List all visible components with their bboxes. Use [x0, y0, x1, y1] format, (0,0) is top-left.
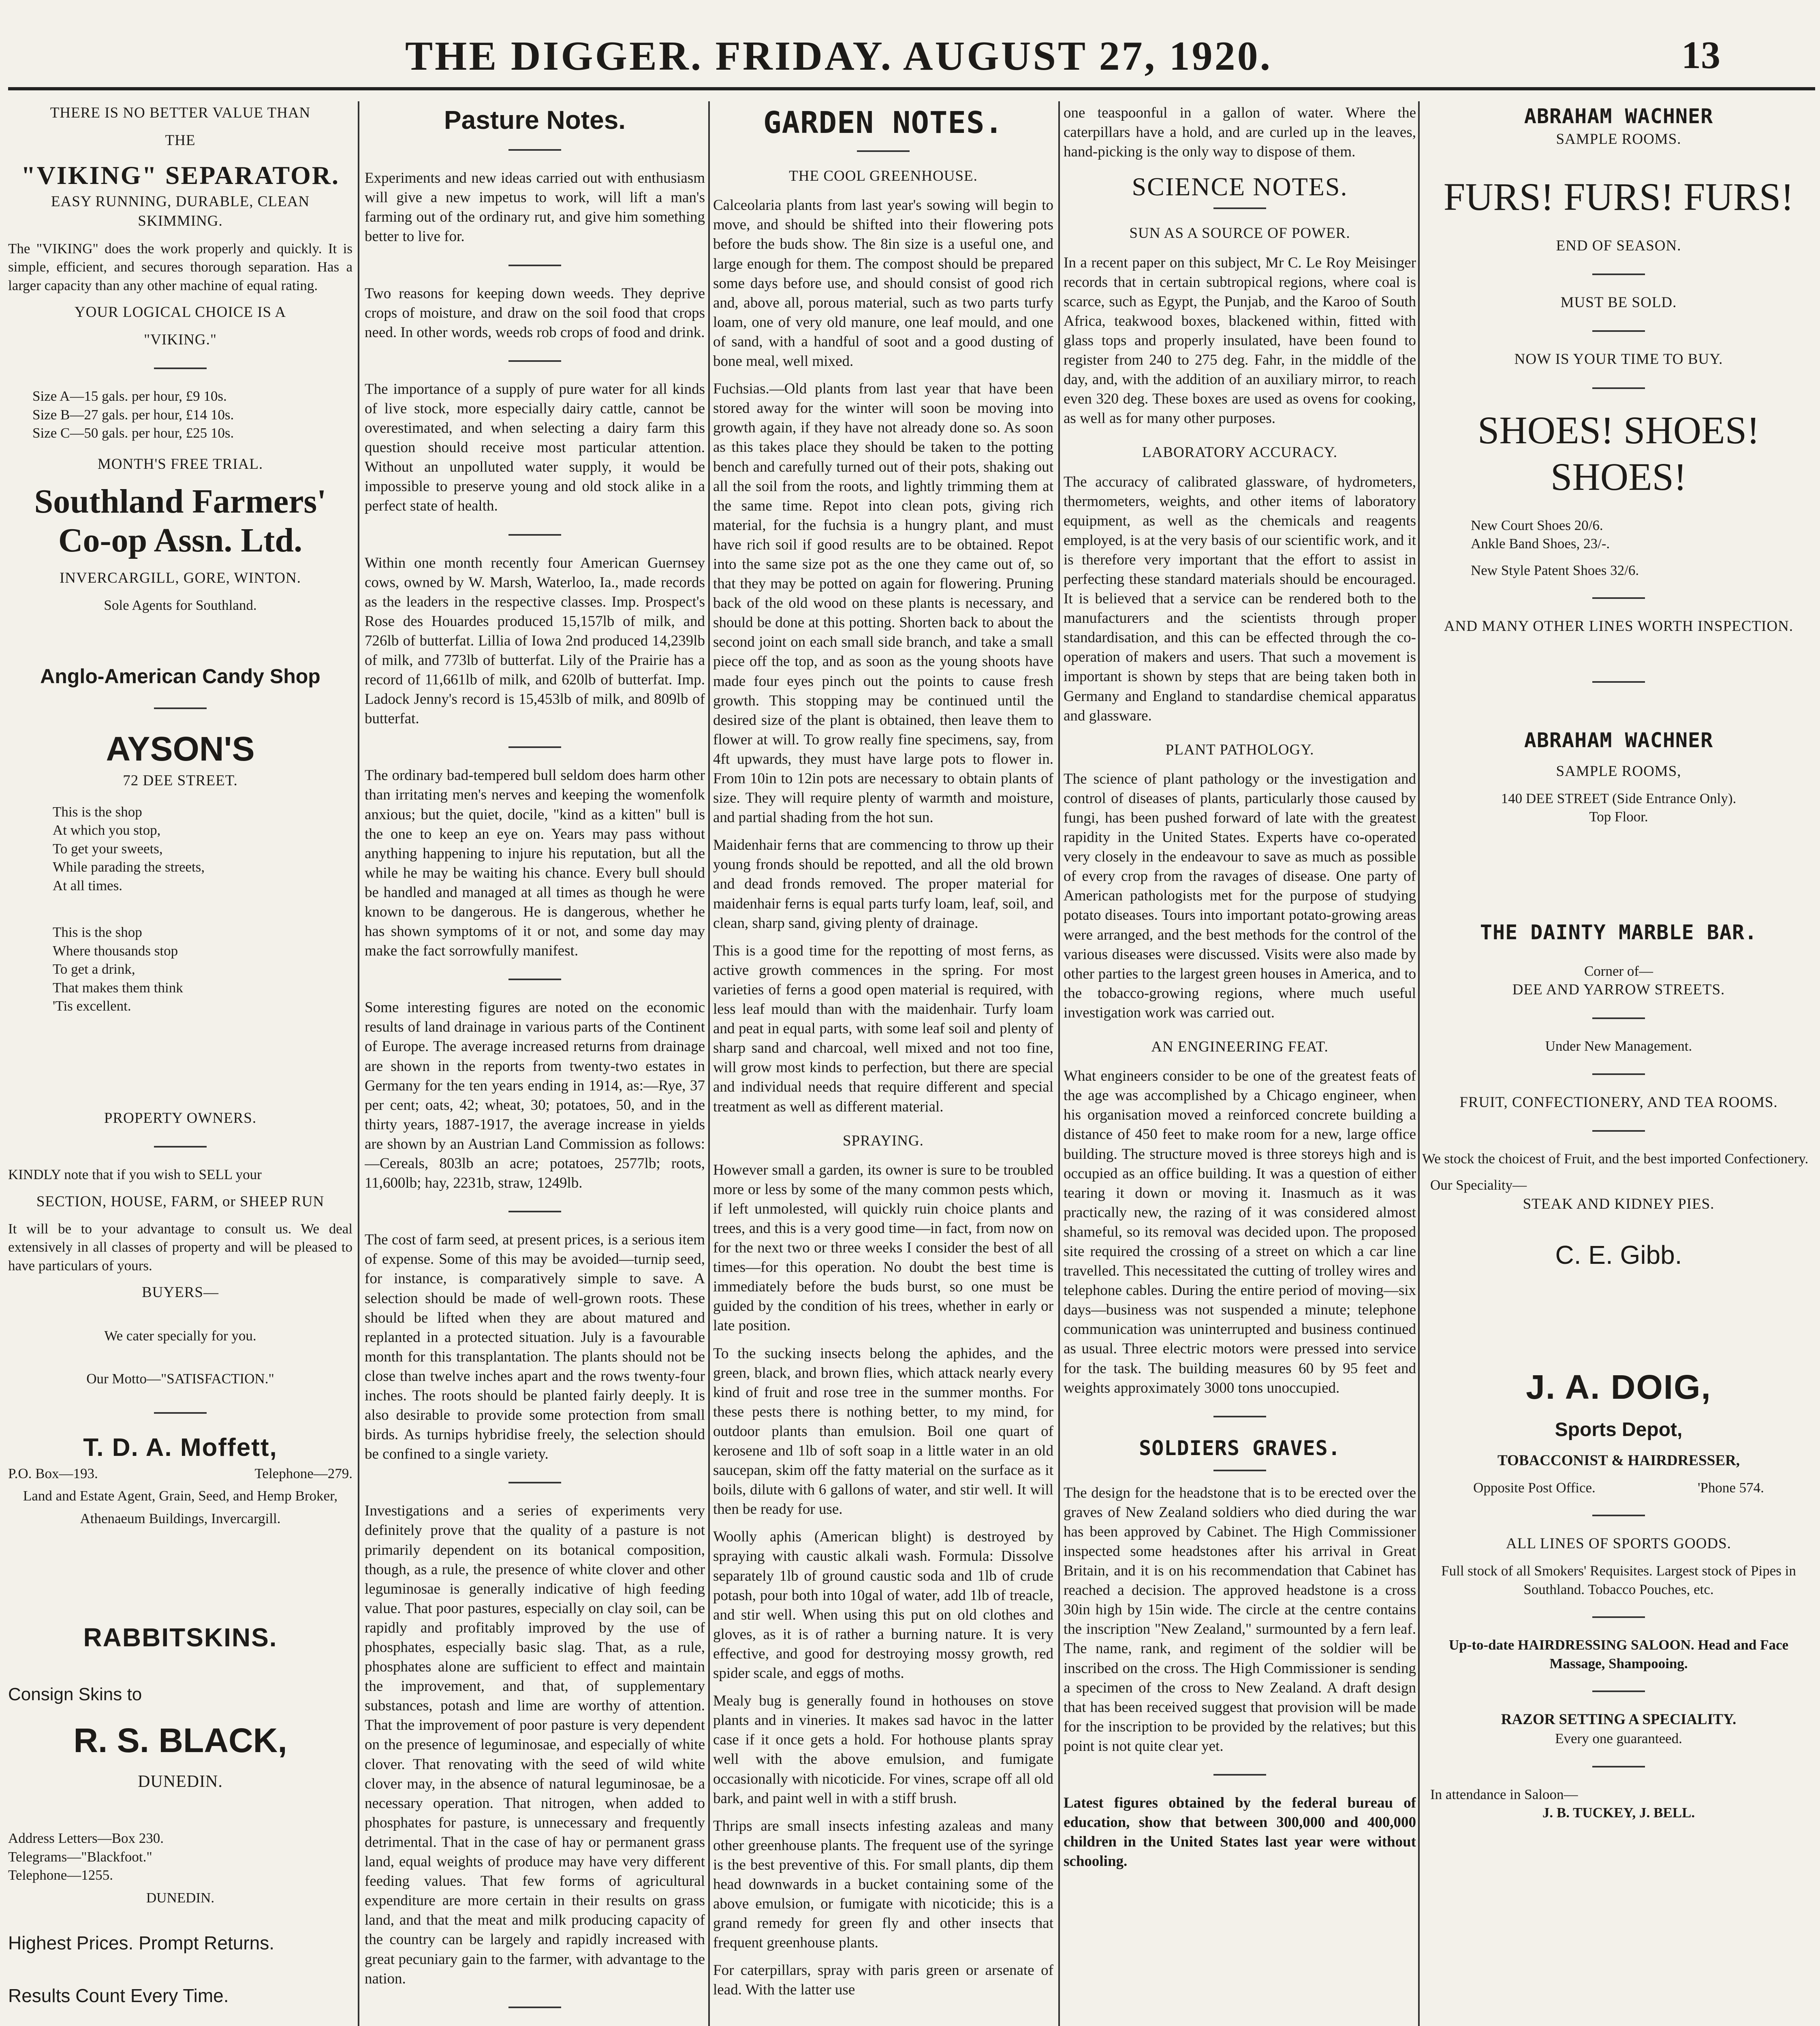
ayson-verse-line: Where thousands stop	[53, 942, 178, 959]
science-paragraph: The science of plant pathology or the investigation and control of diseases of plants, particularly those caused by fungi, has been pushed forward of late with the greatest rapidity in the United States. Experts have co-operated very closely in the endeavour to save as much as possible of every crop from the ravages of disease. One party of American pathologists met for the purpose of studying potato diseases. Tours into important potato-growing areas were arranged, and the best methods for the control of the various diseases were discussed. Visits were also made by other parties to the largest green houses in America, and to the tobacco-growing regions, where much useful investigation work was carried out.	[1064, 770, 1416, 1021]
garden-paragraph: Fuchsias.—Old plants from last year that have been stored away for the winter will soon be moving into growth again, if they have not already done so. As soon as this takes place they should be taken to the potting bench and carefully turned out of their pots, shaking out all the soil from the roots, and lightly trimming them at the same time. Repot into clean pots, giving rich material, for the fuchsia is a hungry plant, and must have rich soil if good results are to be obtained. Repot into the same size pot as the one they came out of, so that they may be potted on again for flowering. Pruning back of the old wood on these plants is necessary, and should be done at this potting. Shorten back to about the second joint on each small side branch, and take a small piece off the top, and as soon as the young shoots have made four eyes pinch out the points to cause fresh growth. This stopping may be continued until the desired size of the plant is obtained, then leave them to flower at will. To grow really fine specimens, say, from 4ft upwards, they must have large pots to flower in. From 10in to 12in pots are necessary to obtain plants of size. They will require plenty of warmth and moisture, and partial shading from the hot sun.	[713, 380, 1053, 826]
divider	[508, 2007, 561, 2008]
divider	[1592, 1690, 1645, 1692]
wachner-address: 140 DEE STREET (Side Entrance Only).	[1501, 790, 1737, 806]
wachner-rooms: SAMPLE ROOMS,	[1556, 763, 1681, 780]
wachner-furs-advert	[1422, 103, 1815, 637]
viking-trial: MONTH'S FREE TRIAL.	[97, 455, 263, 472]
doig-stock: Full stock of all Smokers' Requisites. Largest stock of Pipes in Southland. Tobacco Pouches, etc.	[1441, 1563, 1796, 1597]
soldiers-graves-paragraph: The design for the headstone that is to be erected over the graves of New Zealand soldiers who died during the war has been approved by Cabinet. The High Commissioner inspected some headstones after his arrival in Great Britain, and it is on his recommendation that Cabinet has reached a decision. The approved headstone is a cross 30in high by 15in wide. The circle at the centre contains the inscription "New Zealand," surmounted by a fern leaf. The name, rank, and regiment of the soldier will be inscribed on the cross. The High Commissioner is sending a specimen of the cross to New Zealand. A draft design that has been received suggest that provision will be made for the inscription to be provided by the relatives; but this point is not quite clear yet.	[1064, 1484, 1416, 1755]
divider	[154, 1146, 207, 1148]
wachner-shoes: SHOES! SHOES! SHOES!	[1477, 408, 1760, 498]
moffett-po: P.O. Box—193.	[8, 1465, 98, 1481]
divider	[1213, 1470, 1266, 1471]
doig-name: J. A. DOIG,	[1526, 1368, 1711, 1406]
divider	[508, 265, 561, 266]
schooling-paragraph: Latest figures obtained by the federal bureau of education, show that between 300,000 and 400,000 children in the United States last year were without schooling.	[1064, 1795, 1416, 1870]
ayson-verse-line: To get a drink,	[53, 961, 135, 977]
moffett-cater: We cater specially for you.	[104, 1328, 256, 1344]
viking-body: The "VIKING" does the work properly and quickly. It is simple, efficient, and secures thorough separation. Has a larger capacity than any other machine of equal rating.	[8, 240, 352, 293]
viking-the: THE	[165, 132, 196, 149]
garden-notes-heading: GARDEN NOTES.	[763, 105, 1004, 140]
ayson-verse-line: To get your sweets,	[53, 840, 163, 857]
black-contact: Address Letters—Box 230.	[8, 1830, 164, 1846]
divider	[1592, 274, 1645, 275]
wachner-sold: MUST BE SOLD.	[1560, 294, 1677, 311]
wachner-rooms: SAMPLE ROOMS.	[1556, 131, 1681, 147]
science-subheading: PLANT PATHOLOGY.	[1165, 741, 1314, 758]
divider	[1592, 1766, 1645, 1767]
moffett-body: It will be to your advantage to consult us. We deal extensively in all classes of property and will be pleased to have particulars of yours.	[8, 1220, 352, 1274]
marble-bar-advert	[1422, 919, 1815, 1272]
column-divider	[708, 101, 710, 2026]
garden-subheading: THE COOL GREENHOUSE.	[789, 168, 978, 185]
viking-towns: INVERCARGILL, GORE, WINTON.	[59, 570, 301, 587]
doig-lines: ALL LINES OF SPORTS GOODS.	[1506, 1535, 1731, 1552]
moffett-phone: Telephone—279.	[254, 1465, 352, 1481]
masthead-rule	[8, 87, 1815, 90]
masthead	[0, 0, 1820, 93]
ayson-name: AYSON'S	[106, 729, 255, 768]
viking-size: Size C—50 gals. per hour, £25 10s.	[32, 425, 234, 441]
science-subheading: SUN AS A SOURCE OF POWER.	[1129, 225, 1350, 242]
garden-continuation: one teaspoonful in a gallon of water. Where the caterpillars have a hold, and are curled up in the leaves, hand-picking is the only way to dispose of them.	[1064, 105, 1416, 160]
moffett-intro: KINDLY note that if you wish to SELL your	[8, 1167, 262, 1182]
science-subheading: AN ENGINEERING FEAT.	[1151, 1039, 1329, 1056]
ayson-verse-line: That makes them think	[53, 979, 183, 996]
divider	[508, 534, 561, 536]
doig-phone: 'Phone 574.	[1698, 1479, 1764, 1496]
ayson-verse-line: While parading the streets,	[53, 859, 205, 875]
pasture-notes-heading: Pasture Notes.	[444, 105, 626, 135]
wachner-buy: NOW IS YOUR TIME TO BUY.	[1514, 351, 1723, 368]
science-notes-heading: SCIENCE NOTES.	[1132, 172, 1348, 201]
divider	[1592, 1515, 1645, 1516]
moffett-types: SECTION, HOUSE, FARM, or SHEEP RUN	[36, 1193, 325, 1210]
moffett-name: T. D. A. Moffett,	[83, 1434, 278, 1462]
wachner-others: AND MANY OTHER LINES WORTH INSPECTION.	[1444, 618, 1794, 635]
viking-firm: Southland Farmers' Co-op Assn. Ltd.	[34, 482, 327, 560]
marble-bar-management: Under New Management.	[1545, 1038, 1692, 1054]
garden-paragraph: Woolly aphis (American blight) is destroyed by spraying with caustic alkali wash. Formula: Dissolve separately 1lb of ground caustic soda and 1lb of crude potash, pour both into 10gal of water, add 1lb of treacle, and stir well. When using this put on old clothes and gloves, as it is of rather a burning nature. It is very effective, and good for destroying mossy growth, red spider scale, and eggs of moths.	[713, 1528, 1053, 1682]
divider	[1592, 1017, 1645, 1019]
pasture-paragraph: Experiments and new ideas carried out with enthusiasm will give a new impetus to work, will lift a man's farming out of the ordinary rut, and give him something better to live for.	[365, 170, 705, 245]
viking-value-line: THERE IS NO BETTER VALUE THAN	[50, 105, 311, 121]
column-pasture-notes	[365, 103, 705, 2026]
page-number: 13	[1681, 33, 1720, 77]
ayson-verse-line: This is the shop	[53, 924, 142, 940]
pasture-paragraph: Some interesting figures are noted on the economic results of land drainage in various parts of the Continent of Europe. The average increased returns from drainage are shown in the reports from twenty-two estates in Germany for the ten years ending in 1914, as:—Rye, 37 per cent; oats, 42; wheat, 30; potatoes, 50, and in the thirty years, 1887-1917, the average increase in yields are shown by an Austrian Land Commission as follows:—Cereals, 803lb an acre; potatoes, 2577lb; roots, 11,600lb; hay, 2231b, straw, 1249lb.	[365, 999, 705, 1192]
divider	[1592, 330, 1645, 332]
doig-razor: RAZOR SETTING A SPECIALITY.	[1501, 1711, 1737, 1728]
garden-paragraph: This is a good time for the repotting of most ferns, as active growth commences in the spring. For most varieties of ferns a good open material is required, with less leaf mould than with the maidenhair. Turfy loam and peat in equal parts, with some leaf soil and plenty of sharp sand and charcoal, well mixed and not too fine, will grow most kinds to perfection, but there are special and individual needs that require different and special treatment as well as different material.	[713, 942, 1053, 1115]
wachner-shoe-item: Ankle Band Shoes, 23/-.	[1471, 536, 1610, 552]
marble-bar-speciality: Our Speciality—	[1430, 1177, 1527, 1193]
doig-guarantee: Every one guaranteed.	[1555, 1731, 1682, 1747]
divider	[508, 149, 561, 151]
wachner-season: END OF SEASON.	[1556, 237, 1681, 254]
garden-subheading: SPRAYING.	[843, 1132, 924, 1149]
black-heading: RABBITSKINS.	[83, 1623, 278, 1652]
divider	[1213, 1774, 1266, 1776]
black-contact: Telephone—1255.	[8, 1867, 113, 1883]
divider	[1592, 1073, 1645, 1075]
divider	[508, 1211, 561, 1212]
science-paragraph: The accuracy of calibrated glassware, of hydrometers, thermometers, weights, and other items of laboratory equipment, as well as the chemicals and reagents employed, is at the very basis of our scientific work, and it is therefore very important that the effort to assist in perfecting these standard materials should be encouraged. It is believed that a service can be rendered both to the manufacturers and the scientists through proper standardisation, and this can be effected through the co-operation of makers and users. That such a movement is important is shown by steps that are being taken both in Germany and England to standardise chemical apparatus and glassware.	[1064, 473, 1416, 724]
divider	[508, 1482, 561, 1483]
viking-choice: YOUR LOGICAL CHOICE IS A	[74, 304, 286, 321]
marble-bar-corner: Corner of—	[1584, 963, 1653, 979]
divider	[1592, 1130, 1645, 1132]
ayson-verse-line: At all times.	[53, 877, 123, 893]
doig-attendance: In attendance in Saloon—	[1430, 1786, 1578, 1802]
ayson-verse-line: At which you stop,	[53, 822, 161, 838]
garden-paragraph: For caterpillars, spray with paris green or arsenate of lead. With the latter use	[713, 1962, 1053, 1998]
black-advert	[8, 1621, 352, 2008]
garden-paragraph: Thrips are small insects infesting azaleas and many other greenhouse plants. The frequent use of the syringe is the best preventive of this. For small plants, dip them head downwards in a bucket containing some of the above emulsion, or fumigate with nicoticide; this is a grand remedy for green fly and other insects that frequent greenhouse plants.	[713, 1817, 1053, 1951]
newspaper-title: THE DIGGER. FRIDAY. AUGUST 27, 1920.	[405, 33, 1273, 79]
viking-choice-name: "VIKING."	[144, 331, 217, 348]
doig-advert	[1422, 1365, 1815, 1822]
science-paragraph: What engineers consider to be one of the greatest feats of the age was accomplished by a Chicago engineer, when his organisation moved a reinforced concrete building a distance of 450 feet to make room for a new, large office building. The structure moved is three storeys high and is occupied as an office building. It was a question of either tearing it down or moving it. Inasmuch as it was practically new, the razing of it was considered almost shameful, so its removal was decided upon. The proposed site required the crossing of a street on which a car line travelled. This necessitated the cutting of trolley wires and telephone cables. During the entire period of moving—six days—business was not suspended a minute; telephone communication was uninterrupted and business continued as usual. Three electric motors were pressed into service for the task. The building measures 60 by 95 feet and weights approximately 3000 tons unoccupied.	[1064, 1068, 1416, 1396]
column-adverts-right	[1422, 103, 1815, 2026]
viking-advert	[8, 103, 352, 615]
wachner-name: ABRAHAM WACHNER	[1524, 105, 1713, 128]
divider	[1592, 597, 1645, 599]
garden-paragraph: To the sucking insects belong the aphides, and the green, black, and brown flies, which attack nearly every kind of fruit and rose tree in the summer months. For these pests there is nothing better, to my mind, for outdoor plants than emulsion. Boil one quart of kerosene and 1lb of soft soap in a little water in an old saucepan, skim off the fatty material on the surface as it boils, dilute with 6 gallons of water, and stir well. It will then be ready for use.	[713, 1345, 1053, 1518]
doig-trade: TOBACCONIST & HAIRDRESSER,	[1497, 1452, 1740, 1469]
garden-paragraph: Mealy bug is generally found in hothouses on stove plants and in vineries. It makes sad havoc in the latter case if it once gets a hold. For hothouse plants spray well with the above emulsion, and fumigate occasionally with nicoticide. For vines, scrape off all old bark, and paint well in with a stiff brush.	[713, 1693, 1053, 1807]
black-results: Results Count Every Time.	[8, 1985, 229, 2007]
viking-name: "VIKING" SEPARATOR.	[21, 161, 340, 190]
wachner-shoe-item: New Style Patent Shoes 32/6.	[1471, 562, 1639, 578]
marble-bar-name: THE DAINTY MARBLE BAR.	[1480, 920, 1758, 944]
viking-size: Size B—27 gals. per hour, £14 10s.	[32, 406, 234, 423]
doig-office: Opposite Post Office.	[1473, 1479, 1596, 1496]
wachner-rooms-advert	[1422, 727, 1815, 826]
divider	[1592, 681, 1645, 683]
wachner-name: ABRAHAM WACHNER	[1524, 728, 1713, 752]
marble-bar-pies: STEAK AND KIDNEY PIES.	[1523, 1195, 1715, 1212]
wachner-furs: FURS! FURS! FURS!	[1443, 175, 1794, 219]
column-divider	[358, 101, 359, 2026]
ayson-verse-line: 'Tis excellent.	[53, 998, 131, 1014]
black-contact: Telegrams—"Blackfoot."	[8, 1849, 152, 1865]
moffett-buyers: BUYERS—	[142, 1284, 219, 1301]
pasture-paragraph: The cost of farm seed, at present prices, is a serious item of expense. Some of this may be avoided—turnip seed, for instance, is comparatively simple to save. A selection should be made of well-grown roots. These should be lifted when they are about matured and replanted in a protected situation. July is a favourable month for this transplantation. The plants should not be close than twelve inches apart and the rows twenty-four inches. The roots should be planted fairly deeply. It is also desirable to provide some protection from small birds. As turnips hybridise freely, the selection should be confined to a single variety.	[365, 1231, 705, 1463]
pasture-paragraph: The importance of a supply of pure water for all kinds of live stock, more especially dairy cattle, cannot be overestimated, and when selecting a dairy farm this question should receive most particular attention. Without an unpolluted water supply, it would be impossible to preserve young and old stock alike in a perfect state of health.	[365, 380, 705, 515]
doig-staff: J. B. TUCKEY, J. BELL.	[1542, 1805, 1695, 1821]
pasture-paragraph: The ordinary bad-tempered bull seldom does harm other than irritating men's nerves and keeping the womenfolk anxious; but the quiet, docile, "kind as a kitten" bull is the one to keep an eye on. Years may pass without anything happening to injure his reputation, but all the while he may be waiting his chance. Every bull should be handled and managed at all times as though he were known to be dangerous. He is dangerous, whether he has shown symptoms of it or not, and some day may make the fact sorrowfully manifest.	[365, 767, 705, 960]
divider	[508, 746, 561, 748]
ayson-advert	[8, 663, 352, 1015]
black-consign: Consign Skins to	[8, 1684, 142, 1705]
moffett-trade: Land and Estate Agent, Grain, Seed, and Hemp Broker,	[23, 1488, 338, 1504]
ayson-verse-line: This is the shop	[53, 804, 142, 820]
divider	[1213, 1416, 1266, 1417]
doig-depot: Sports Depot,	[1555, 1419, 1683, 1441]
science-paragraph: In a recent paper on this subject, Mr C. Le Roy Meisinger records that in certain subtropical regions, where coal is scarce, such as Egypt, the Punjab, and the Karoo of South Africa, teakwood boxes, blackened within, fitted with glass tops and properly insulated, have been found to register from 240 to 275 deg. Fahr, in the middle of the day, and, with the addition of an auxiliary mirror, to reach even 320 deg. These boxes are used as ovens for cooking, as well as for many other purposes.	[1064, 254, 1416, 427]
moffett-motto: Our Motto—"SATISFACTION."	[86, 1370, 274, 1387]
ayson-address: 72 DEE STREET.	[123, 772, 238, 789]
marble-bar-stock: We stock the choicest of Fruit, and the best imported Confectionery.	[1422, 1150, 1809, 1167]
divider	[154, 707, 207, 709]
black-prices: Highest Prices. Prompt Returns.	[8, 1932, 275, 1954]
black-city: DUNEDIN.	[138, 1772, 223, 1791]
divider	[154, 1412, 207, 1414]
column-divider	[1418, 101, 1420, 2026]
moffett-advert	[8, 1109, 352, 1528]
divider	[508, 360, 561, 362]
marble-bar-streets: DEE AND YARROW STREETS.	[1512, 981, 1725, 998]
divider	[857, 150, 910, 152]
viking-tagline: EASY RUNNING, DURABLE, CLEAN SKIMMING.	[51, 193, 310, 230]
divider	[1213, 207, 1266, 209]
soldiers-graves-heading: SOLDIERS GRAVES.	[1139, 1436, 1341, 1460]
pasture-paragraph: Investigations and a series of experiments very definitely prove that the quality of a pasture is not primarily dependent on its botanical composition, though, as a rule, the presence of white clover and other leguminosae is generally indicative of high feeding value. That poor pastures, especially on clay soil, can be rapidly and profitably improved by the use of phosphates, especially basic slag. That, as a rule, phosphates alone are sufficient to effect and maintain the improvement, and that, of supplementary substances, potash and lime are worthy of attention. That the improvement of poor pasture is very dependent on the presence of leguminosae, and especially of white clover. That renovating with the seed of wild white clover may, in the absence of natural leguminosae, be a necessary operation. That nitrogen, when added to phosphates for pasture, is unnecessary and frequently detrimental. That in the case of hay or permanent grass land, equal weights of produce may have very different feeding values. That few forms of agricultural expenditure are more certain in their results on grass land, and that the meat and milk producing capacity of the country can be largely and rapidly increased with great pecuniary gain to the farmer, with advantage to the nation.	[365, 1502, 705, 1987]
wachner-shoe-item: New Court Shoes 20/6.	[1471, 517, 1603, 533]
column-garden-notes	[713, 103, 1053, 2026]
black-name: R. S. BLACK,	[73, 1721, 287, 1759]
science-subheading: LABORATORY ACCURACY.	[1142, 444, 1337, 461]
marble-bar-line: FRUIT, CONFECTIONERY, AND TEA ROOMS.	[1459, 1094, 1778, 1111]
wachner-floor: Top Floor.	[1589, 809, 1648, 825]
black-city-2: DUNEDIN.	[146, 1889, 215, 1906]
doig-saloon: Up-to-date HAIRDRESSING SALOON. Head and Face Massage, Shampooing.	[1448, 1637, 1789, 1671]
column-science-notes	[1064, 103, 1416, 2026]
divider	[1592, 1616, 1645, 1618]
moffett-address: Athenaeum Buildings, Invercargill.	[80, 1510, 281, 1526]
viking-agents: Sole Agents for Southland.	[104, 597, 257, 613]
marble-bar-owner: C. E. Gibb.	[1555, 1240, 1682, 1269]
column-adverts-left	[8, 103, 352, 2026]
column-divider	[1058, 101, 1060, 2026]
moffett-heading: PROPERTY OWNERS.	[104, 1109, 257, 1126]
garden-paragraph: Maidenhair ferns that are commencing to throw up their young fronds should be repotted, and all the old brown and dead fronds removed. The proper material for maidenhair ferns is equal parts turfy loam, leaf, soil, and clean, sharp sand, giving plenty of drainage.	[713, 837, 1053, 932]
divider	[1592, 387, 1645, 389]
garden-paragraph: However small a garden, its owner is sure to be troubled more or less by some of the many common pests which, if left unmolested, will quickly ruin choice plants and trees, and this is a very good time—in fact, from now on for the next two or three weeks I consider the best of all times—for this operation. No doubt the best time is immediately before the buds burst, so one must be guided by the condition of his trees, whether in early or late position.	[713, 1161, 1053, 1334]
pasture-paragraph: Within one month recently four American Guernsey cows, owned by W. Marsh, Waterloo, Ia., made records as the leaders in the respective classes. Imp. Prospect's Rose des Houardes produced 15,157lb of milk, and 726lb of butterfat. Lillia of Iowa 2nd produced 14,239lb of milk, and 773lb of butterfat. Lily of the Prairie has a record of 11,661lb of milk, and 620lb of butterfat. Imp. Ladock Jenny's record is 15,453lb of milk, and 809lb of butterfat.	[365, 554, 705, 727]
ayson-heading: Anglo-American Candy Shop	[40, 665, 320, 688]
divider	[154, 368, 207, 369]
viking-size: Size A—15 gals. per hour, £9 10s.	[32, 388, 227, 404]
garden-paragraph: Calceolaria plants from last year's sowing will begin to move, and should be shifted into their flowering pots before the buds show. The 8in size is a useful one, and large enough for them. The compost should be prepared some days before use, and should consist of good rich and, above all, porous material, such as two parts turfy loam, one of very old manure, one leaf mould, and one of sand, with a handful of soot and a good dusting of bone meal, well mixed.	[713, 197, 1053, 370]
pasture-paragraph: Two reasons for keeping down weeds. They deprive crops of moisture, and draw on the soil food that crops need. In other words, weeds rob crops of food and drink.	[365, 285, 705, 341]
divider	[508, 979, 561, 980]
